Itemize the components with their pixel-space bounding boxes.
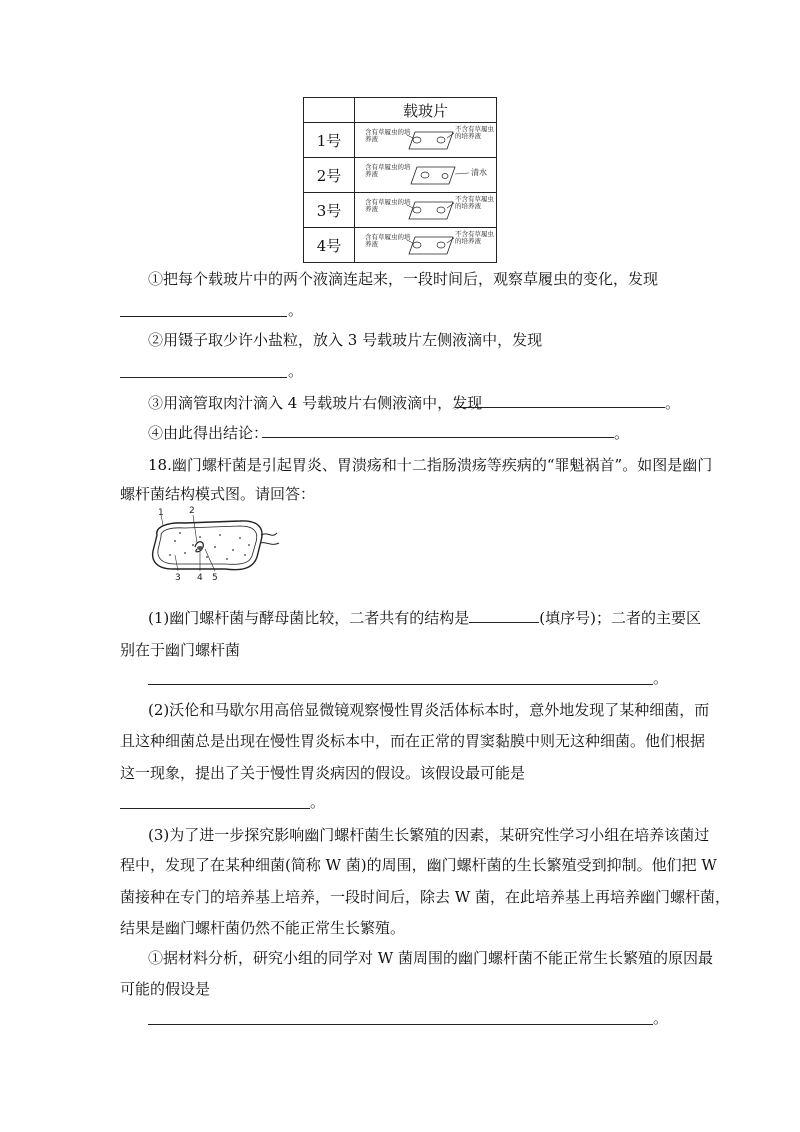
subquestion-2-line3: 这一现象，提出了关于慢性胃炎病因的假设。该假设最可能是 [120, 764, 526, 782]
slide-number: 1号 [304, 123, 355, 158]
question-3: ③用滴管取肉汁滴入 4 号载玻片右侧液滴中，发现 [148, 394, 483, 412]
slide-drawing [355, 158, 499, 192]
period: 。 [665, 394, 681, 412]
slide-diagram: 含有草履虫的培养液 不含有草履虫的培养液 [355, 228, 497, 263]
answer-blank[interactable] [120, 808, 310, 809]
subquestion-1-line1: (1)幽门螺杆菌与酵母菌比较，二者共有的结构是 (填序号)；二者的主要区 [148, 609, 701, 627]
slide-diagram: 含有草履虫的培养液 不含有草履虫的培养液 [355, 123, 497, 158]
period: 。 [614, 424, 630, 442]
period: 。 [653, 669, 669, 687]
figure-label: 4 [197, 573, 203, 583]
question-18-line1: 18.幽门螺杆菌是引起胃炎、胃溃疡和十二指肠溃疡等疾病的“罪魁祸首”。如图是幽门 [148, 456, 713, 474]
slide-diagram: 含有草履虫的培养液 清水 [355, 158, 497, 193]
answer-blank[interactable] [148, 1024, 653, 1025]
subquestion-3-line5: ①据材料分析，研究小组的同学对 W 菌周围的幽门螺杆菌不能正常生长繁殖的原因最 [148, 949, 713, 967]
figure-label: 3 [175, 573, 181, 583]
subquestion-3-line4: 结果是幽门螺杆菌仍然不能正常生长繁殖。 [120, 919, 406, 937]
slide-drawing [355, 193, 499, 227]
period: 。 [310, 793, 326, 811]
answer-blank[interactable] [148, 684, 653, 685]
subquestion-1-line2: 别在于幽门螺杆菌 [120, 641, 241, 659]
subquestion-3-line3: 菌接种在专门的培养基上培养，一段时间后，除去 W 菌，在此培养基上再培养幽门螺杆菌， [120, 888, 730, 906]
slide-number: 2号 [304, 158, 355, 193]
slides-table [303, 97, 497, 263]
answer-blank[interactable] [120, 377, 287, 378]
period: 。 [288, 362, 304, 380]
answer-blank[interactable] [455, 407, 665, 408]
answer-blank[interactable] [262, 437, 614, 438]
slide-diagram: 含有草履虫的培养液 不含有草履虫的培养液 [355, 193, 497, 228]
question-1: ①把每个载玻片中的两个液滴连起来，一段时间后，观察草履虫的变化，发现 [148, 270, 659, 288]
table-row [304, 193, 497, 228]
slide-drawing [355, 123, 499, 157]
table-row [304, 123, 497, 158]
answer-blank[interactable] [120, 316, 287, 317]
question-18-line2: 螺杆菌结构模式图。请回答： [120, 485, 316, 503]
slide-number: 4号 [304, 228, 355, 263]
period: 。 [288, 301, 304, 319]
period: 。 [653, 1009, 669, 1027]
subquestion-3-line2: 程中，发现了在某种细菌(简称 W 菌)的周围，幽门螺杆菌的生长繁殖受到抑制。他们把 W [120, 856, 717, 874]
subquestion-2-line2: 且这种细菌总是出现在慢性胃炎标本中，而在正常的胃窦黏膜中则无这种细菌。他们根据 [120, 732, 706, 750]
slide-number: 3号 [304, 193, 355, 228]
figure-label: 1 [158, 508, 164, 518]
table-header: 载玻片 [355, 98, 497, 123]
subquestion-3-line6: 可能的假设是 [120, 980, 211, 998]
answer-blank[interactable] [469, 608, 539, 623]
table-row [304, 228, 497, 263]
figure-label: 2 [189, 506, 195, 516]
subquestion-2-line1: (2)沃伦和马歇尔用高倍显微镜观察慢性胃炎活体标本时，意外地发现了某种细菌，而 [148, 701, 710, 719]
table-row [304, 158, 497, 193]
slide-drawing [355, 228, 499, 262]
figure-label: 5 [212, 573, 218, 583]
question-4: ④由此得出结论： [148, 424, 269, 442]
question-2: ②用镊子取少许小盐粒，放入 3 号载玻片左侧液滴中，发现 [148, 331, 543, 349]
subquestion-3-line1: (3)为了进一步探究影响幽门螺杆菌生长繁殖的因素，某研究性学习小组在培养该菌过 [148, 826, 710, 844]
